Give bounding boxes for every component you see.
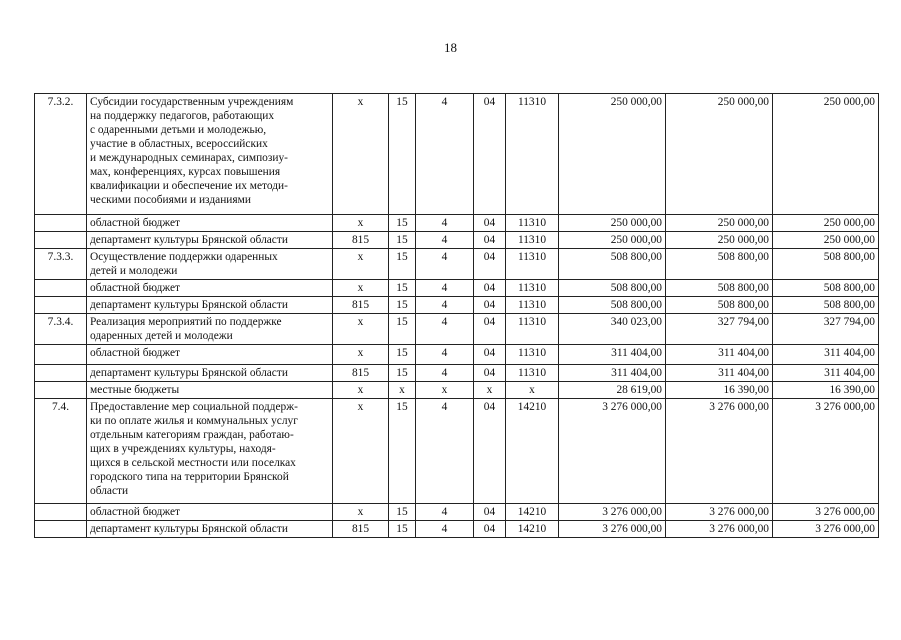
pr-cell: 4 <box>416 94 474 215</box>
amount-year1-cell: 311 404,00 <box>559 345 666 365</box>
csr-cell: 04 <box>474 94 506 215</box>
vr-cell: 11310 <box>506 314 559 345</box>
amount-year3-cell: 3 276 000,00 <box>773 399 879 504</box>
amount-year3-cell: 508 800,00 <box>773 249 879 280</box>
amount-year2-cell: 508 800,00 <box>666 249 773 280</box>
vr-cell: 11310 <box>506 297 559 314</box>
pr-cell: 4 <box>416 215 474 232</box>
table-row <box>35 249 879 280</box>
code-cell: 7.3.3. <box>35 249 87 280</box>
amount-year3-cell: 16 390,00 <box>773 382 879 399</box>
pr-cell: 4 <box>416 232 474 249</box>
code-cell <box>35 504 87 521</box>
gr-cell: 815 <box>333 232 389 249</box>
pr-cell: 4 <box>416 345 474 365</box>
gr-cell: х <box>333 345 389 365</box>
table-row <box>35 232 879 249</box>
gr-cell: х <box>333 504 389 521</box>
vr-cell: 11310 <box>506 232 559 249</box>
amount-year1-cell: 3 276 000,00 <box>559 504 666 521</box>
rz-cell: 15 <box>389 215 416 232</box>
csr-cell: 04 <box>474 365 506 382</box>
name-cell: местные бюджеты <box>87 382 333 399</box>
gr-cell: х <box>333 215 389 232</box>
code-cell <box>35 215 87 232</box>
name-cell: Субсидии государственным учреждениям на поддержку педагогов, работающих с одаренными детьми и молодежью, участие в областных, всероссийских и международных семинарах, симпозиу- мах, конференциях, курсах повышения квалификации и обеспечение их методи- ческими пособиями и изданиями <box>87 94 333 215</box>
code-cell: 7.4. <box>35 399 87 504</box>
gr-cell: х <box>333 94 389 215</box>
amount-year1-cell: 508 800,00 <box>559 249 666 280</box>
csr-cell: 04 <box>474 215 506 232</box>
gr-cell: 815 <box>333 365 389 382</box>
amount-year2-cell: 327 794,00 <box>666 314 773 345</box>
csr-cell: 04 <box>474 399 506 504</box>
rz-cell: 15 <box>389 399 416 504</box>
gr-cell: х <box>333 399 389 504</box>
code-cell <box>35 297 87 314</box>
amount-year2-cell: 3 276 000,00 <box>666 504 773 521</box>
amount-year1-cell: 250 000,00 <box>559 94 666 215</box>
amount-year3-cell: 327 794,00 <box>773 314 879 345</box>
amount-year3-cell: 250 000,00 <box>773 215 879 232</box>
table-row <box>35 504 879 521</box>
page-number: 18 <box>444 40 457 55</box>
name-cell: Предоставление мер социальной поддерж- ки по оплате жилья и коммунальных услуг отдельным категориям граждан, работаю- щих в учреждениях культуры, находя- щихся в сельской местности или поселках городского типа на территории Брянской области <box>87 399 333 504</box>
pr-cell: 4 <box>416 365 474 382</box>
code-cell <box>35 521 87 538</box>
table-row <box>35 280 879 297</box>
vr-cell: х <box>506 382 559 399</box>
csr-cell: 04 <box>474 297 506 314</box>
rz-cell: х <box>389 382 416 399</box>
pr-cell: 4 <box>416 504 474 521</box>
csr-cell: 04 <box>474 314 506 345</box>
gr-cell: х <box>333 249 389 280</box>
rz-cell: 15 <box>389 504 416 521</box>
table-row <box>35 297 879 314</box>
vr-cell: 11310 <box>506 94 559 215</box>
name-cell: департамент культуры Брянской области <box>87 365 333 382</box>
vr-cell: 11310 <box>506 249 559 280</box>
csr-cell: 04 <box>474 249 506 280</box>
csr-cell: 04 <box>474 232 506 249</box>
amount-year2-cell: 3 276 000,00 <box>666 521 773 538</box>
amount-year2-cell: 508 800,00 <box>666 280 773 297</box>
pr-cell: 4 <box>416 399 474 504</box>
rz-cell: 15 <box>389 345 416 365</box>
amount-year3-cell: 250 000,00 <box>773 94 879 215</box>
rz-cell: 15 <box>389 297 416 314</box>
vr-cell: 11310 <box>506 280 559 297</box>
pr-cell: 4 <box>416 280 474 297</box>
budget-table-body <box>35 94 879 538</box>
amount-year1-cell: 3 276 000,00 <box>559 399 666 504</box>
name-cell: департамент культуры Брянской области <box>87 297 333 314</box>
amount-year1-cell: 508 800,00 <box>559 297 666 314</box>
amount-year2-cell: 508 800,00 <box>666 297 773 314</box>
code-cell <box>35 345 87 365</box>
gr-cell: х <box>333 280 389 297</box>
name-cell: областной бюджет <box>87 215 333 232</box>
amount-year1-cell: 340 023,00 <box>559 314 666 345</box>
budget-table <box>34 93 879 538</box>
table-row <box>35 382 879 399</box>
csr-cell: 04 <box>474 504 506 521</box>
name-cell: департамент культуры Брянской области <box>87 232 333 249</box>
rz-cell: 15 <box>389 280 416 297</box>
rz-cell: 15 <box>389 232 416 249</box>
code-cell <box>35 280 87 297</box>
amount-year2-cell: 250 000,00 <box>666 94 773 215</box>
table-row <box>35 521 879 538</box>
rz-cell: 15 <box>389 365 416 382</box>
name-cell: департамент культуры Брянской области <box>87 521 333 538</box>
amount-year1-cell: 28 619,00 <box>559 382 666 399</box>
pr-cell: 4 <box>416 249 474 280</box>
code-cell: 7.3.4. <box>35 314 87 345</box>
vr-cell: 11310 <box>506 365 559 382</box>
gr-cell: х <box>333 382 389 399</box>
vr-cell: 14210 <box>506 399 559 504</box>
vr-cell: 11310 <box>506 345 559 365</box>
code-cell <box>35 232 87 249</box>
pr-cell: 4 <box>416 521 474 538</box>
table-row <box>35 314 879 345</box>
amount-year3-cell: 250 000,00 <box>773 232 879 249</box>
amount-year3-cell: 508 800,00 <box>773 280 879 297</box>
amount-year3-cell: 311 404,00 <box>773 345 879 365</box>
name-cell: Осуществление поддержки одаренных детей и молодежи <box>87 249 333 280</box>
rz-cell: 15 <box>389 521 416 538</box>
vr-cell: 14210 <box>506 504 559 521</box>
amount-year1-cell: 508 800,00 <box>559 280 666 297</box>
amount-year2-cell: 311 404,00 <box>666 365 773 382</box>
gr-cell: 815 <box>333 521 389 538</box>
table-row <box>35 345 879 365</box>
vr-cell: 14210 <box>506 521 559 538</box>
code-cell <box>35 382 87 399</box>
pr-cell: х <box>416 382 474 399</box>
csr-cell: 04 <box>474 280 506 297</box>
amount-year2-cell: 16 390,00 <box>666 382 773 399</box>
code-cell <box>35 365 87 382</box>
rz-cell: 15 <box>389 94 416 215</box>
amount-year2-cell: 250 000,00 <box>666 215 773 232</box>
csr-cell: 04 <box>474 345 506 365</box>
csr-cell: х <box>474 382 506 399</box>
amount-year3-cell: 3 276 000,00 <box>773 521 879 538</box>
rz-cell: 15 <box>389 249 416 280</box>
table-row <box>35 94 879 215</box>
amount-year3-cell: 311 404,00 <box>773 365 879 382</box>
pr-cell: 4 <box>416 314 474 345</box>
table-row <box>35 365 879 382</box>
rz-cell: 15 <box>389 314 416 345</box>
amount-year1-cell: 3 276 000,00 <box>559 521 666 538</box>
table-row <box>35 399 879 504</box>
gr-cell: 815 <box>333 297 389 314</box>
amount-year3-cell: 3 276 000,00 <box>773 504 879 521</box>
name-cell: Реализация мероприятий по поддержке одаренных детей и молодежи <box>87 314 333 345</box>
pr-cell: 4 <box>416 297 474 314</box>
table-row <box>35 215 879 232</box>
amount-year1-cell: 250 000,00 <box>559 232 666 249</box>
amount-year2-cell: 3 276 000,00 <box>666 399 773 504</box>
gr-cell: х <box>333 314 389 345</box>
amount-year2-cell: 250 000,00 <box>666 232 773 249</box>
amount-year1-cell: 311 404,00 <box>559 365 666 382</box>
amount-year1-cell: 250 000,00 <box>559 215 666 232</box>
amount-year3-cell: 508 800,00 <box>773 297 879 314</box>
vr-cell: 11310 <box>506 215 559 232</box>
name-cell: областной бюджет <box>87 504 333 521</box>
csr-cell: 04 <box>474 521 506 538</box>
code-cell: 7.3.2. <box>35 94 87 215</box>
amount-year2-cell: 311 404,00 <box>666 345 773 365</box>
name-cell: областной бюджет <box>87 345 333 365</box>
name-cell: областной бюджет <box>87 280 333 297</box>
